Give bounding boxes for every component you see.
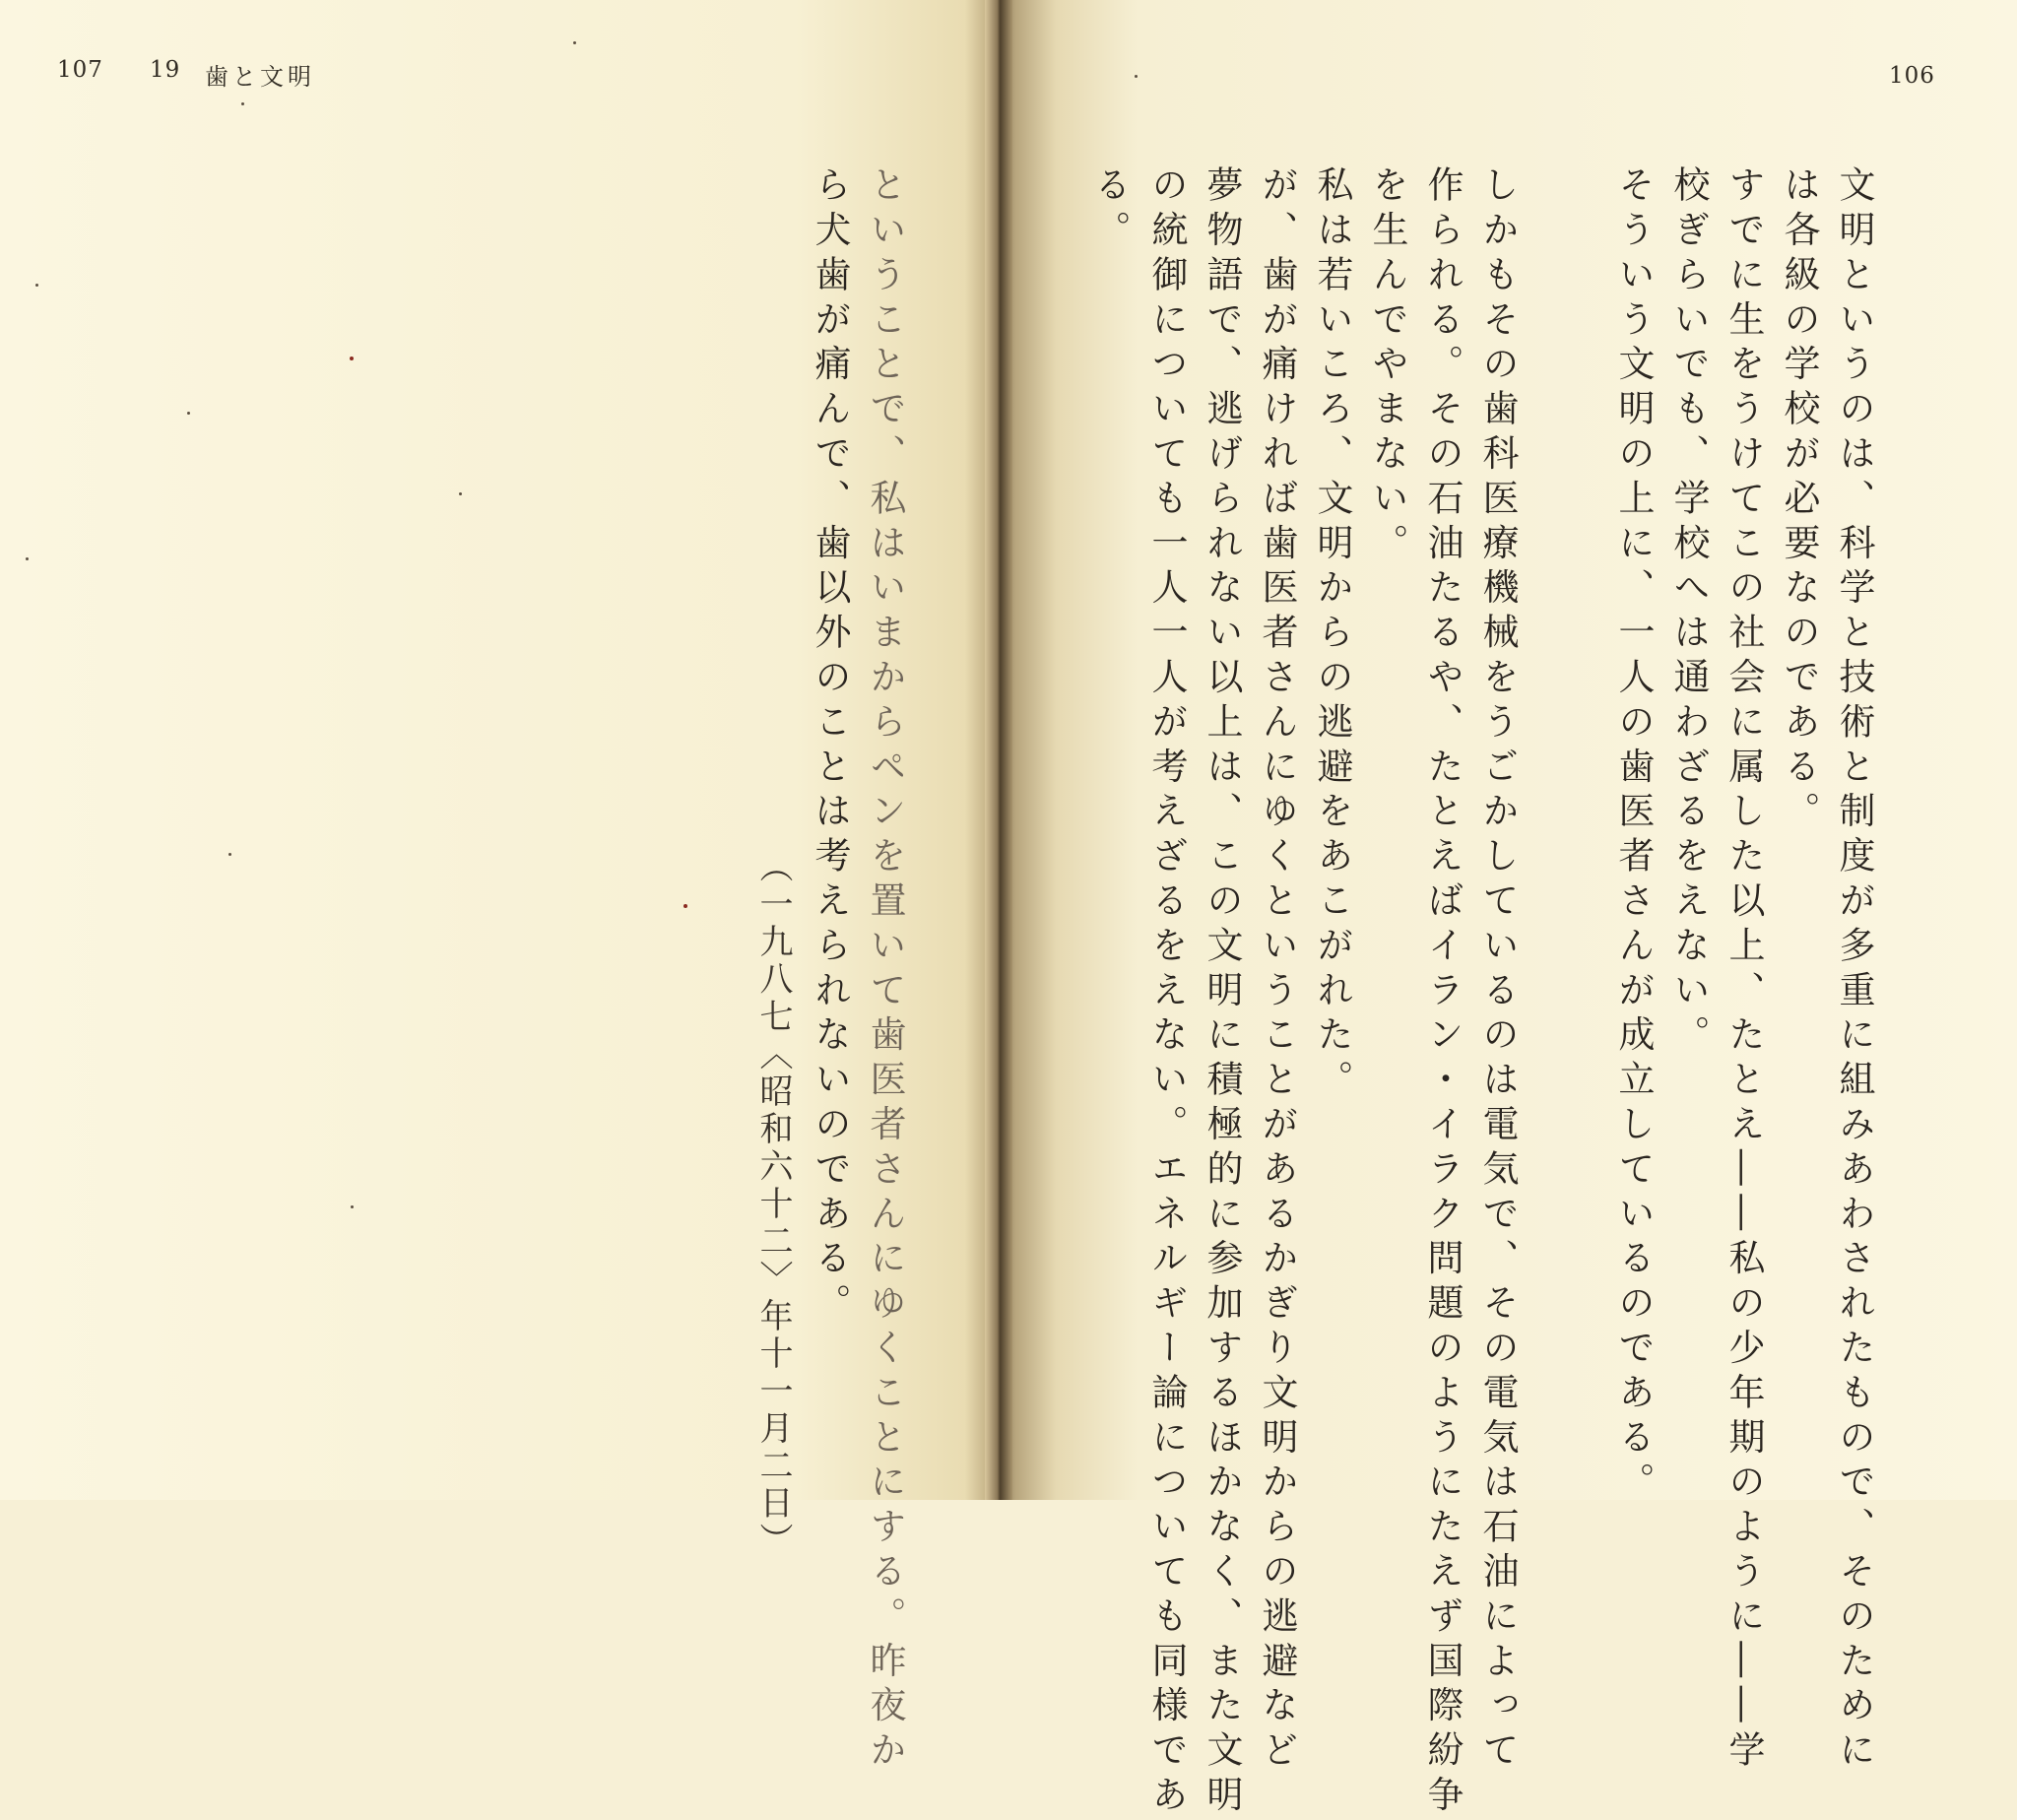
text-column: 夢物語で、逃げられない以上は、この文明に積極的に参加するほかなく、また文明 xyxy=(1201,165,1243,1820)
left-page-number: 107 xyxy=(57,57,103,83)
paper-speck xyxy=(350,357,354,360)
paper-speck xyxy=(459,492,462,495)
paper-speck xyxy=(228,853,231,856)
paper-speck xyxy=(1135,75,1138,78)
text-column: は各級の学校が必要なのである。 xyxy=(1778,165,1820,836)
paper-speck xyxy=(683,904,687,908)
paper-speck xyxy=(26,557,29,560)
text-column: が、歯が痛ければ歯医者さんにゆくということがあるかぎり文明からの逃避など xyxy=(1256,165,1298,1776)
text-column: 文明というのは、科学と技術と制度が多重に組みあわされたもので、そのために xyxy=(1833,165,1875,1776)
date-line: （一九八七〈昭和六十二〉年十一月二日） xyxy=(753,849,793,1560)
chapter-number: 19 xyxy=(150,57,181,83)
book-gutter xyxy=(985,0,1012,1500)
text-column: しかもその歯科医療機械をうごかしているのは電気で、その電気は石油によって xyxy=(1476,165,1519,1776)
text-column: 私は若いころ、文明からの逃避をあこがれた。 xyxy=(1311,165,1353,1105)
right-page-number: 106 xyxy=(1889,63,1935,89)
chapter-title: 歯と文明 xyxy=(205,63,315,91)
text-column: る。 xyxy=(1088,165,1131,255)
text-column: 校ぎらいでも、学校へは通わざるをえない。 xyxy=(1667,165,1710,1060)
paper-speck xyxy=(573,41,576,44)
text-column: ら犬歯が痛んで、歯以外のことは考えられないのである。 xyxy=(809,165,851,1329)
paper-speck xyxy=(187,412,190,415)
text-column: 作られる。その石油たるや、たとえばイラン・イラク問題のようにたえず国際紛争 xyxy=(1421,165,1464,1820)
text-column: すでに生をうけてこの社会に属した以上、たとえ――私の少年期のように――学 xyxy=(1723,165,1765,1776)
text-column: そういう文明の上に、一人の歯医者さんが成立しているのである。 xyxy=(1612,165,1655,1507)
paper-speck xyxy=(35,284,38,287)
paper-speck xyxy=(351,1205,354,1208)
text-column: ということで、私はいまからペンを置いて歯医者さんにゆくことにする。昨夜か xyxy=(864,165,906,1776)
text-column: を生んでやまない。 xyxy=(1366,165,1408,568)
paper-speck xyxy=(241,102,244,105)
text-column: の統御についても一人一人が考えざるをえない。エネルギー論についても同様であ xyxy=(1145,165,1188,1820)
